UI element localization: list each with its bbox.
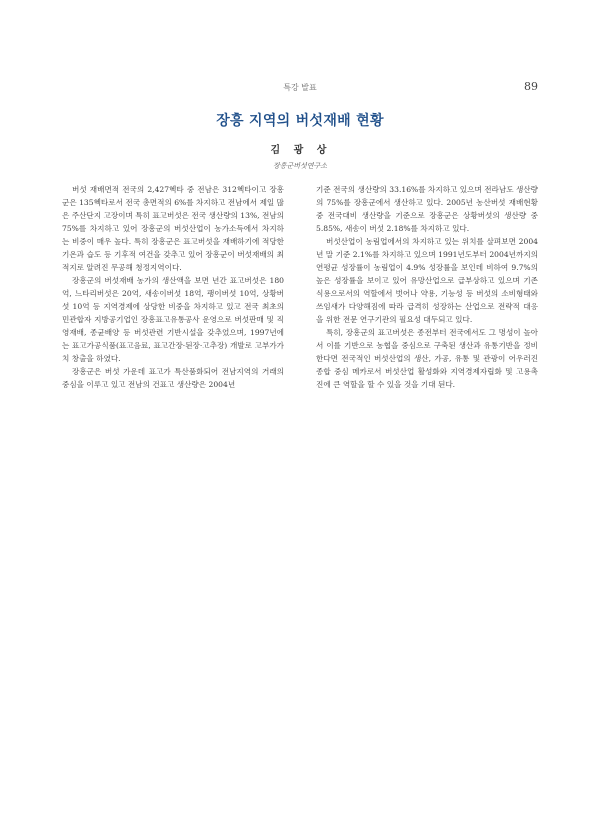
running-header: 특강 발표 (283, 83, 317, 92)
left-column (62, 183, 284, 391)
article-author: 김 광 상 (270, 145, 330, 156)
paragraph: 버섯 재배면적 전국의 2,427헥타 중 전남은 312헥타이고 장흥군은 135헥타로서 전국 총면적의 6%를 차지하고 전남에서 제일 많은 주산단지 고장이며 특히 표고버섯은 전국 생산량의 13%, 전남의 75%를 차지하고 있어 장흥군의 버섯산업이 농가소득에서 차지하는 비중이 매우 높다. 특히 장흥군은 표고버섯을 재배하기에 적당한 기온과 습도 등 기후적 여건을 갖추고 있어 장흥군이 버섯재배의 최적지로 알려진 무공해 청정지역이다. (62, 185, 284, 272)
paragraph: 특히, 장흥군의 표고버섯은 종전부터 전국에서도 그 명성이 높아서 이를 기반으로 농협을 중심으로 구축된 생산과 유통기반을 정비한다면 전국적인 버섯산업의 생산, 가공, 유통 및 관광이 어우러진 종합 중심 메카로서 버섯산업 활성화와 지역경제자립화 및 고용촉진에 큰 역할을 할 수 있을 것을 기대 된다. (316, 328, 538, 389)
page-number: 89 (524, 80, 538, 93)
paragraph: 버섯산업이 농림업에서의 차지하고 있는 위치를 살펴보면 2004년 말 기준 2.1%를 차지하고 있으며 1991년도부터 2004년까지의 연평균 성장률이 농림업이 4.9% 성장률을 보인데 비하여 9.7%의 높은 성장률을 보이고 있어 유망산업으로 급부상하고 있으며 기존 식용으로서의 역할에서 벗어나 약용, 기능성 등 버섯의 소비형태와 쓰임새가 다양해짐에 따라 급격히 성장하는 산업으로 전략적 대응을 위한 전문 연구기관의 필요성 대두되고 있다. (316, 237, 538, 324)
author-affiliation: 장흥군버섯연구소 (272, 162, 328, 170)
paragraph: 장흥군의 버섯재배 농가의 생산액을 보면 년간 표고버섯은 180억, 느타리버섯은 20억, 새송이버섯 18억, 팽이버섯 10억, 상황버섯 10억 등 지역경제에 상당한 비중을 차지하고 있고 전국 최초의 민관합자 지방공기업인 장흥표고유통공사 운영으로 버섯판매 및 직영재배, 종균배양 등 버섯관련 기반시설을 갖추었으며, 1997년에는 표고가공식품(표고음료, 표고간장·된장·고추장) 개발로 고부가가치 창출을 하였다. (62, 276, 284, 363)
article-title: 장흥 지역의 버섯재배 현황 (216, 113, 384, 129)
paragraph: 장흥군은 버섯 가운데 표고가 특산품화되어 전남지역의 거래의 중심을 이루고 있고 전남의 건표고 생산량은 2004년 (62, 367, 284, 389)
paragraph-continued: 기준 전국의 생산량의 33.16%를 차지하고 있으며 전라남도 생산량의 75%를 장흥군에서 생산하고 있다. 2005년 농산버섯 재배현황 중 전국대비 생산량을 기준으로 장흥군은 상황버섯의 생산량 중 5.85%, 새송이 버섯 2.18%를 차지하고 있다. (316, 185, 538, 233)
right-column (316, 183, 538, 391)
